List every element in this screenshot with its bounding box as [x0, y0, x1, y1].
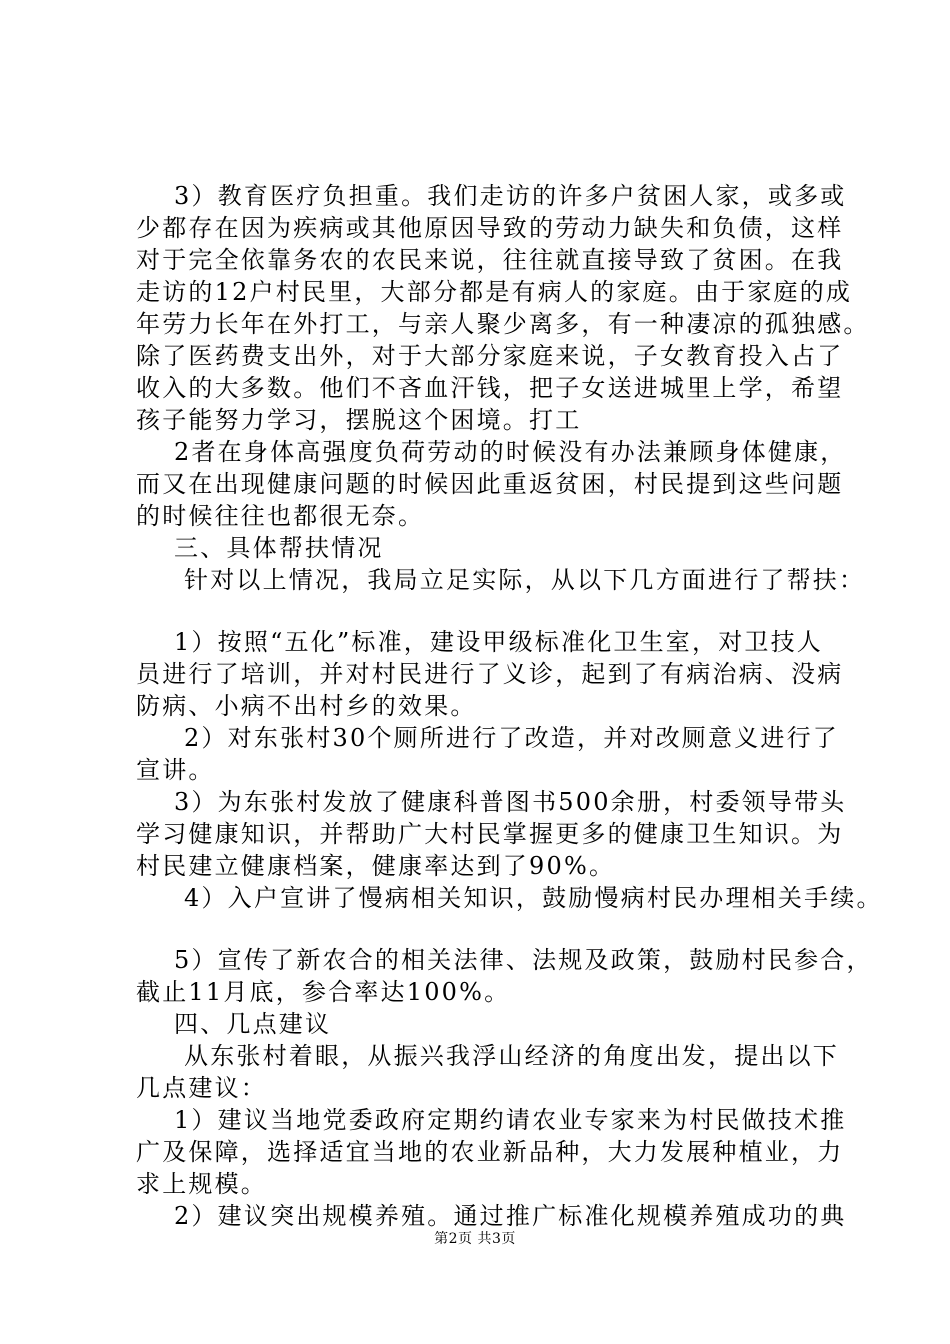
paragraph-line: 3）教育医疗负担重。我们走访的许多户贫困人家，或多或 — [174, 182, 847, 210]
paragraph-line: 针对以上情况，我局立足实际，从以下几方面进行了帮扶： — [184, 566, 866, 594]
paragraph-line: 2）对东张村30个厕所进行了改造，并对改厕意义进行了 — [184, 724, 840, 752]
paragraph-line: 防病、小病不出村乡的效果。 — [136, 692, 477, 720]
paragraph-line: 2者在身体高强度负荷劳动的时候没有办法兼顾身体健康， — [174, 438, 847, 466]
paragraph-line: 年劳力长年在外打工，与亲人聚少离多，有一种凄凉的孤独感。 — [136, 310, 870, 338]
paragraph-line: 5）宣传了新农合的相关法律、法规及政策，鼓励村民参合， — [174, 946, 873, 974]
paragraph-line: 孩子能努力学习，摆脱这个困境。打工 — [136, 406, 582, 434]
paragraph-line: 广及保障，选择适宜当地的农业新品种，大力发展种植业，力 — [136, 1138, 844, 1166]
paragraph-line: 除了医药费支出外，对于大部分家庭来说，子女教育投入占了 — [136, 342, 844, 370]
paragraph-line: 宣讲。 — [136, 756, 215, 784]
paragraph-line: 4）入户宣讲了慢病相关知识，鼓励慢病村民办理相关手续。 — [184, 884, 883, 912]
paragraph-line: 3）为东张村发放了健康科普图书500余册，村委领导带头 — [174, 788, 847, 816]
page-number-footer: 第2页 共3页 — [434, 1231, 516, 1247]
paragraph-line: 几点建议： — [136, 1074, 267, 1102]
paragraph-line: 走访的12户村民里，大部分都是有病人的家庭。由于家庭的成 — [136, 278, 853, 306]
paragraph-line: 的时候往往也都很无奈。 — [136, 502, 425, 530]
document-body — [136, 180, 883, 1232]
paragraph-gap — [136, 914, 856, 944]
paragraph-line: 村民建立健康档案，健康率达到了90%。 — [136, 852, 616, 880]
section-heading: 四、几点建议 — [174, 1010, 332, 1038]
paragraph-line: 1）建议当地党委政府定期约请农业专家来为村民做技术推 — [174, 1106, 847, 1134]
paragraph-line: 求上规模。 — [136, 1170, 267, 1198]
paragraph-line: 对于完全依靠务农的农民来说，往往就直接导致了贫困。在我 — [136, 246, 844, 274]
paragraph-line: 收入的大多数。他们不吝血汗钱，把子女送进城里上学，希望 — [136, 374, 844, 402]
paragraph-line: 少都存在因为疾病或其他原因导致的劳动力缺失和负债，这样 — [136, 214, 844, 242]
paragraph-line: 2）建议突出规模养殖。通过推广标准化规模养殖成功的典 — [174, 1202, 847, 1230]
paragraph-line: 截止11月底，参合率达100%。 — [136, 978, 511, 1006]
section-heading: 三、具体帮扶情况 — [174, 534, 384, 562]
paragraph-line: 1）按照“五化”标准，建设甲级标准化卫生室，对卫技人 — [174, 628, 824, 656]
paragraph-line: 从东张村着眼，从振兴我浮山经济的角度出发，提出以下 — [184, 1042, 839, 1070]
paragraph-gap — [136, 596, 856, 626]
paragraph-line: 学习健康知识，并帮助广大村民掌握更多的健康卫生知识。为 — [136, 820, 844, 848]
paragraph-line: 而又在出现健康问题的时候因此重返贫困，村民提到这些问题 — [136, 470, 844, 498]
paragraph-line: 员进行了培训，并对村民进行了义诊，起到了有病治病、没病 — [136, 660, 844, 688]
